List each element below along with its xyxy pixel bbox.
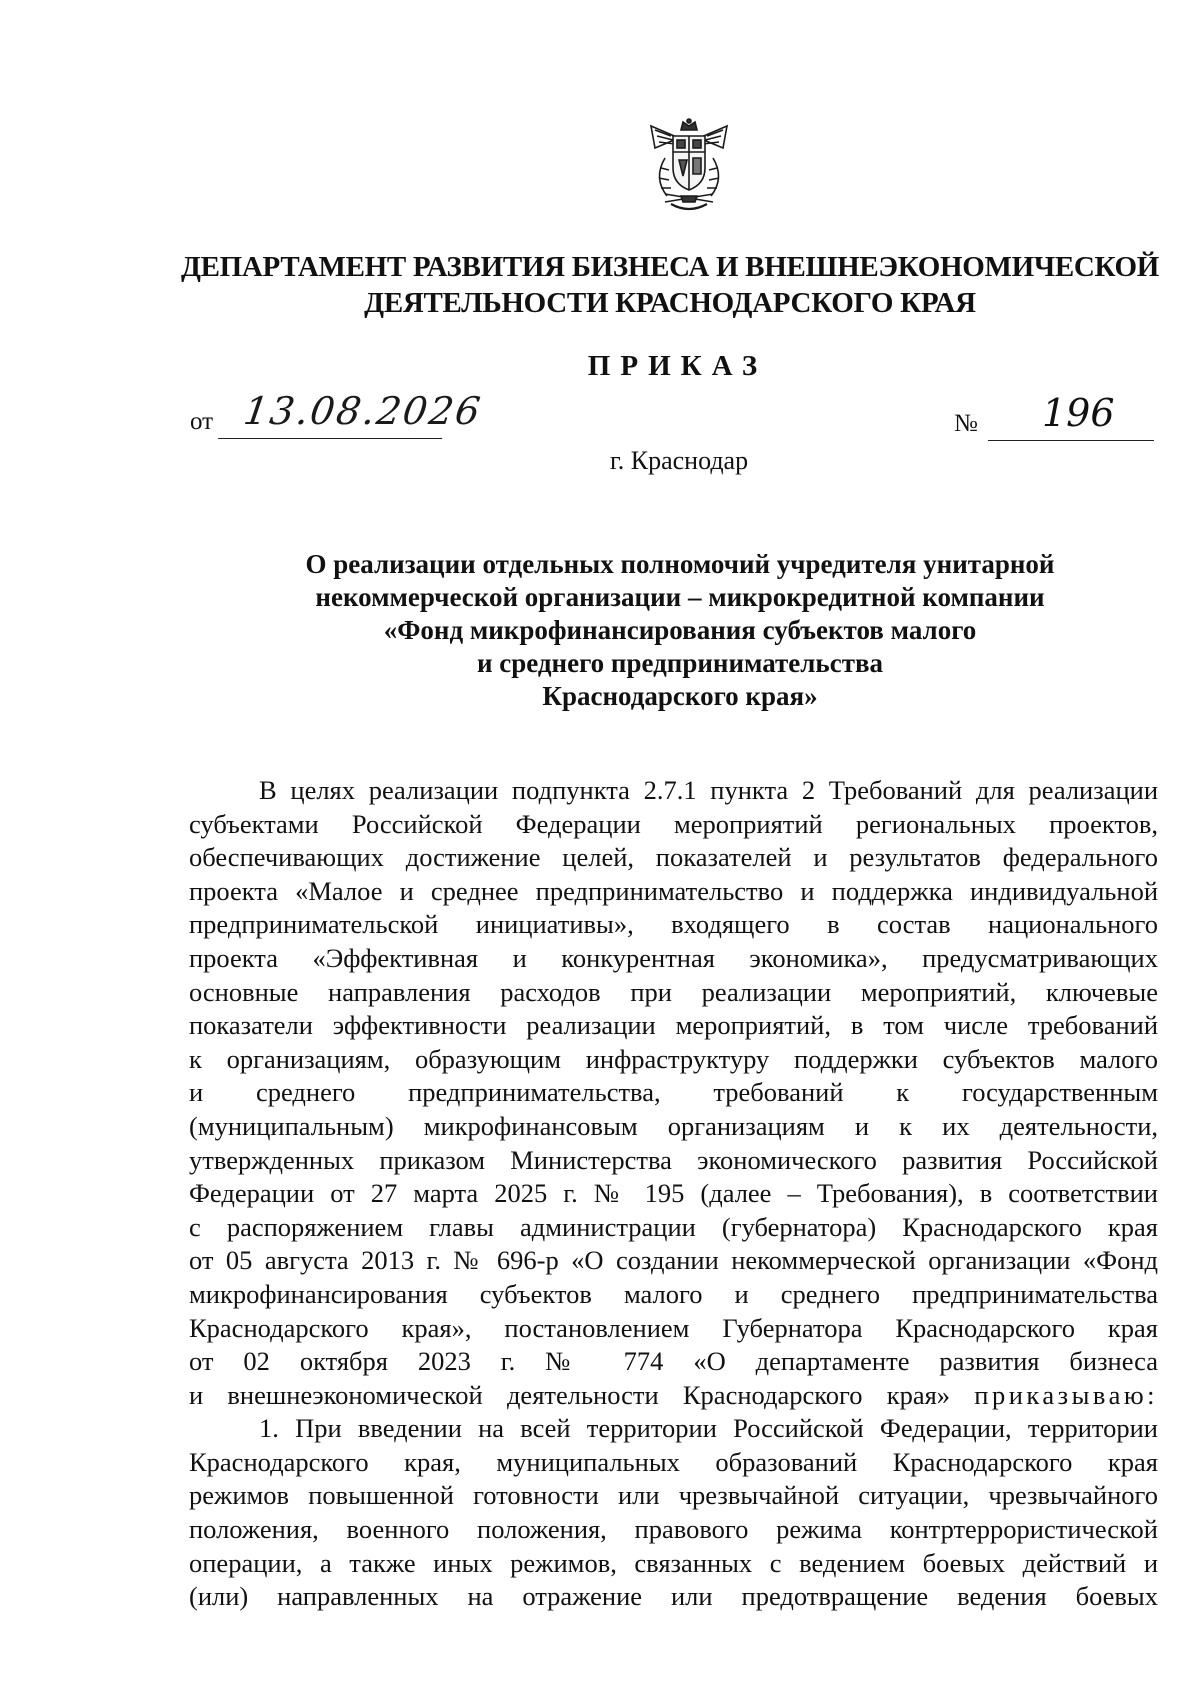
subject-line: О реализации отдельных полномочий учредителя унитарной: [305, 549, 1055, 579]
clause-line: 1. При введении на всей территории Российской Федерации, территории: [259, 1413, 1158, 1444]
clause-line: положения, военного положения, правового режима контртеррористической: [189, 1514, 1158, 1545]
body-line-text: и внешнеэкономической деятельности Краснодарского края»: [189, 1379, 951, 1410]
body-line: В целях реализации подпункта 2.7.1 пункта 2 Требований для реализации: [259, 775, 1158, 805]
clause-line: режимов повышенной готовности или чрезвычайной ситуации, чрезвычайного: [189, 1480, 1158, 1511]
body-line: микрофинансирования субъектов малого и среднего предпринимательства: [189, 1278, 1158, 1309]
department-name-line-2: ДЕЯТЕЛЬНОСТИ КРАСНОДАРСКОГО КРАЯ: [364, 287, 976, 319]
body-line: утвержденных приказом Министерства экономического развития Российской: [189, 1144, 1158, 1175]
body-line: (муниципальным) микрофинансовым организациям и к их деятельности,: [189, 1110, 1158, 1141]
order-word: приказываю:: [974, 1379, 1158, 1410]
subject-line: Краснодарского края»: [542, 681, 818, 711]
subject-line: некоммерческой организации – микрокредитной компании: [315, 582, 1045, 612]
number-label: №: [954, 410, 978, 437]
document-type-heading: ПРИКАЗ: [587, 350, 768, 382]
handwritten-date: 13.08.2026: [218, 384, 450, 439]
body-line: от 05 августа 2013 г. № 696-р «О создании некоммерческой организации «Фонд: [189, 1245, 1158, 1276]
body-line: к организациям, образующим инфраструктуру поддержки субъектов малого: [189, 1043, 1158, 1074]
department-name-line-1: ДЕПАРТАМЕНТ РАЗВИТИЯ БИЗНЕСА И ВНЕШНЕЭКОНОМИЧЕСКОЙ: [180, 251, 1160, 283]
city-line: г. Краснодар: [610, 446, 749, 475]
body-line: показатели эффективности реализации мероприятий, в том числе требований: [189, 1010, 1158, 1041]
body-line-with-order-word: [189, 1379, 1158, 1413]
order-body: [189, 774, 1158, 1614]
body-line: проекта «Малое и среднее предпринимательство и поддержка индивидуальной: [189, 875, 1158, 906]
body-line: субъектами Российской Федерации мероприятий региональных проектов,: [189, 808, 1158, 839]
subject-line: и среднего предпринимательства: [476, 648, 884, 678]
body-line: от 02 октября 2023 г. № 774 «О департаменте развития бизнеса: [189, 1346, 1158, 1377]
order-subject: [200, 548, 1160, 713]
body-line: проекта «Эффективная и конкурентная экономика», предусматривающих: [189, 942, 1158, 973]
body-line: с распоряжением главы администрации (губернатора) Краснодарского края: [189, 1211, 1158, 1242]
clause-line: Краснодарского края, муниципальных образований Краснодарского края: [189, 1446, 1158, 1477]
date-label: от: [190, 408, 214, 435]
clause-line: операции, а также иных режимов, связанных с ведением боевых действий и: [189, 1547, 1158, 1578]
clause-line: (или) направленных на отражение или предотвращение ведения боевых: [189, 1581, 1158, 1612]
handwritten-number: 196: [988, 386, 1154, 441]
body-line: и среднего предпринимательства, требований к государственным: [189, 1077, 1158, 1108]
coat-of-arms-icon: [643, 118, 735, 218]
body-line: Краснодарского края», постановлением Губернатора Краснодарского края: [189, 1312, 1158, 1343]
body-line: предпринимательской инициативы», входящего в состав национального: [189, 909, 1158, 940]
body-line: основные направления расходов при реализации мероприятий, ключевые: [189, 976, 1158, 1007]
subject-line: «Фонд микрофинансирования субъектов малого: [383, 615, 977, 645]
body-line: обеспечивающих достижение целей, показателей и результатов федерального: [189, 842, 1158, 873]
body-line: Федерации от 27 марта 2025 г. № 195 (далее – Требования), в соответствии: [189, 1178, 1158, 1209]
